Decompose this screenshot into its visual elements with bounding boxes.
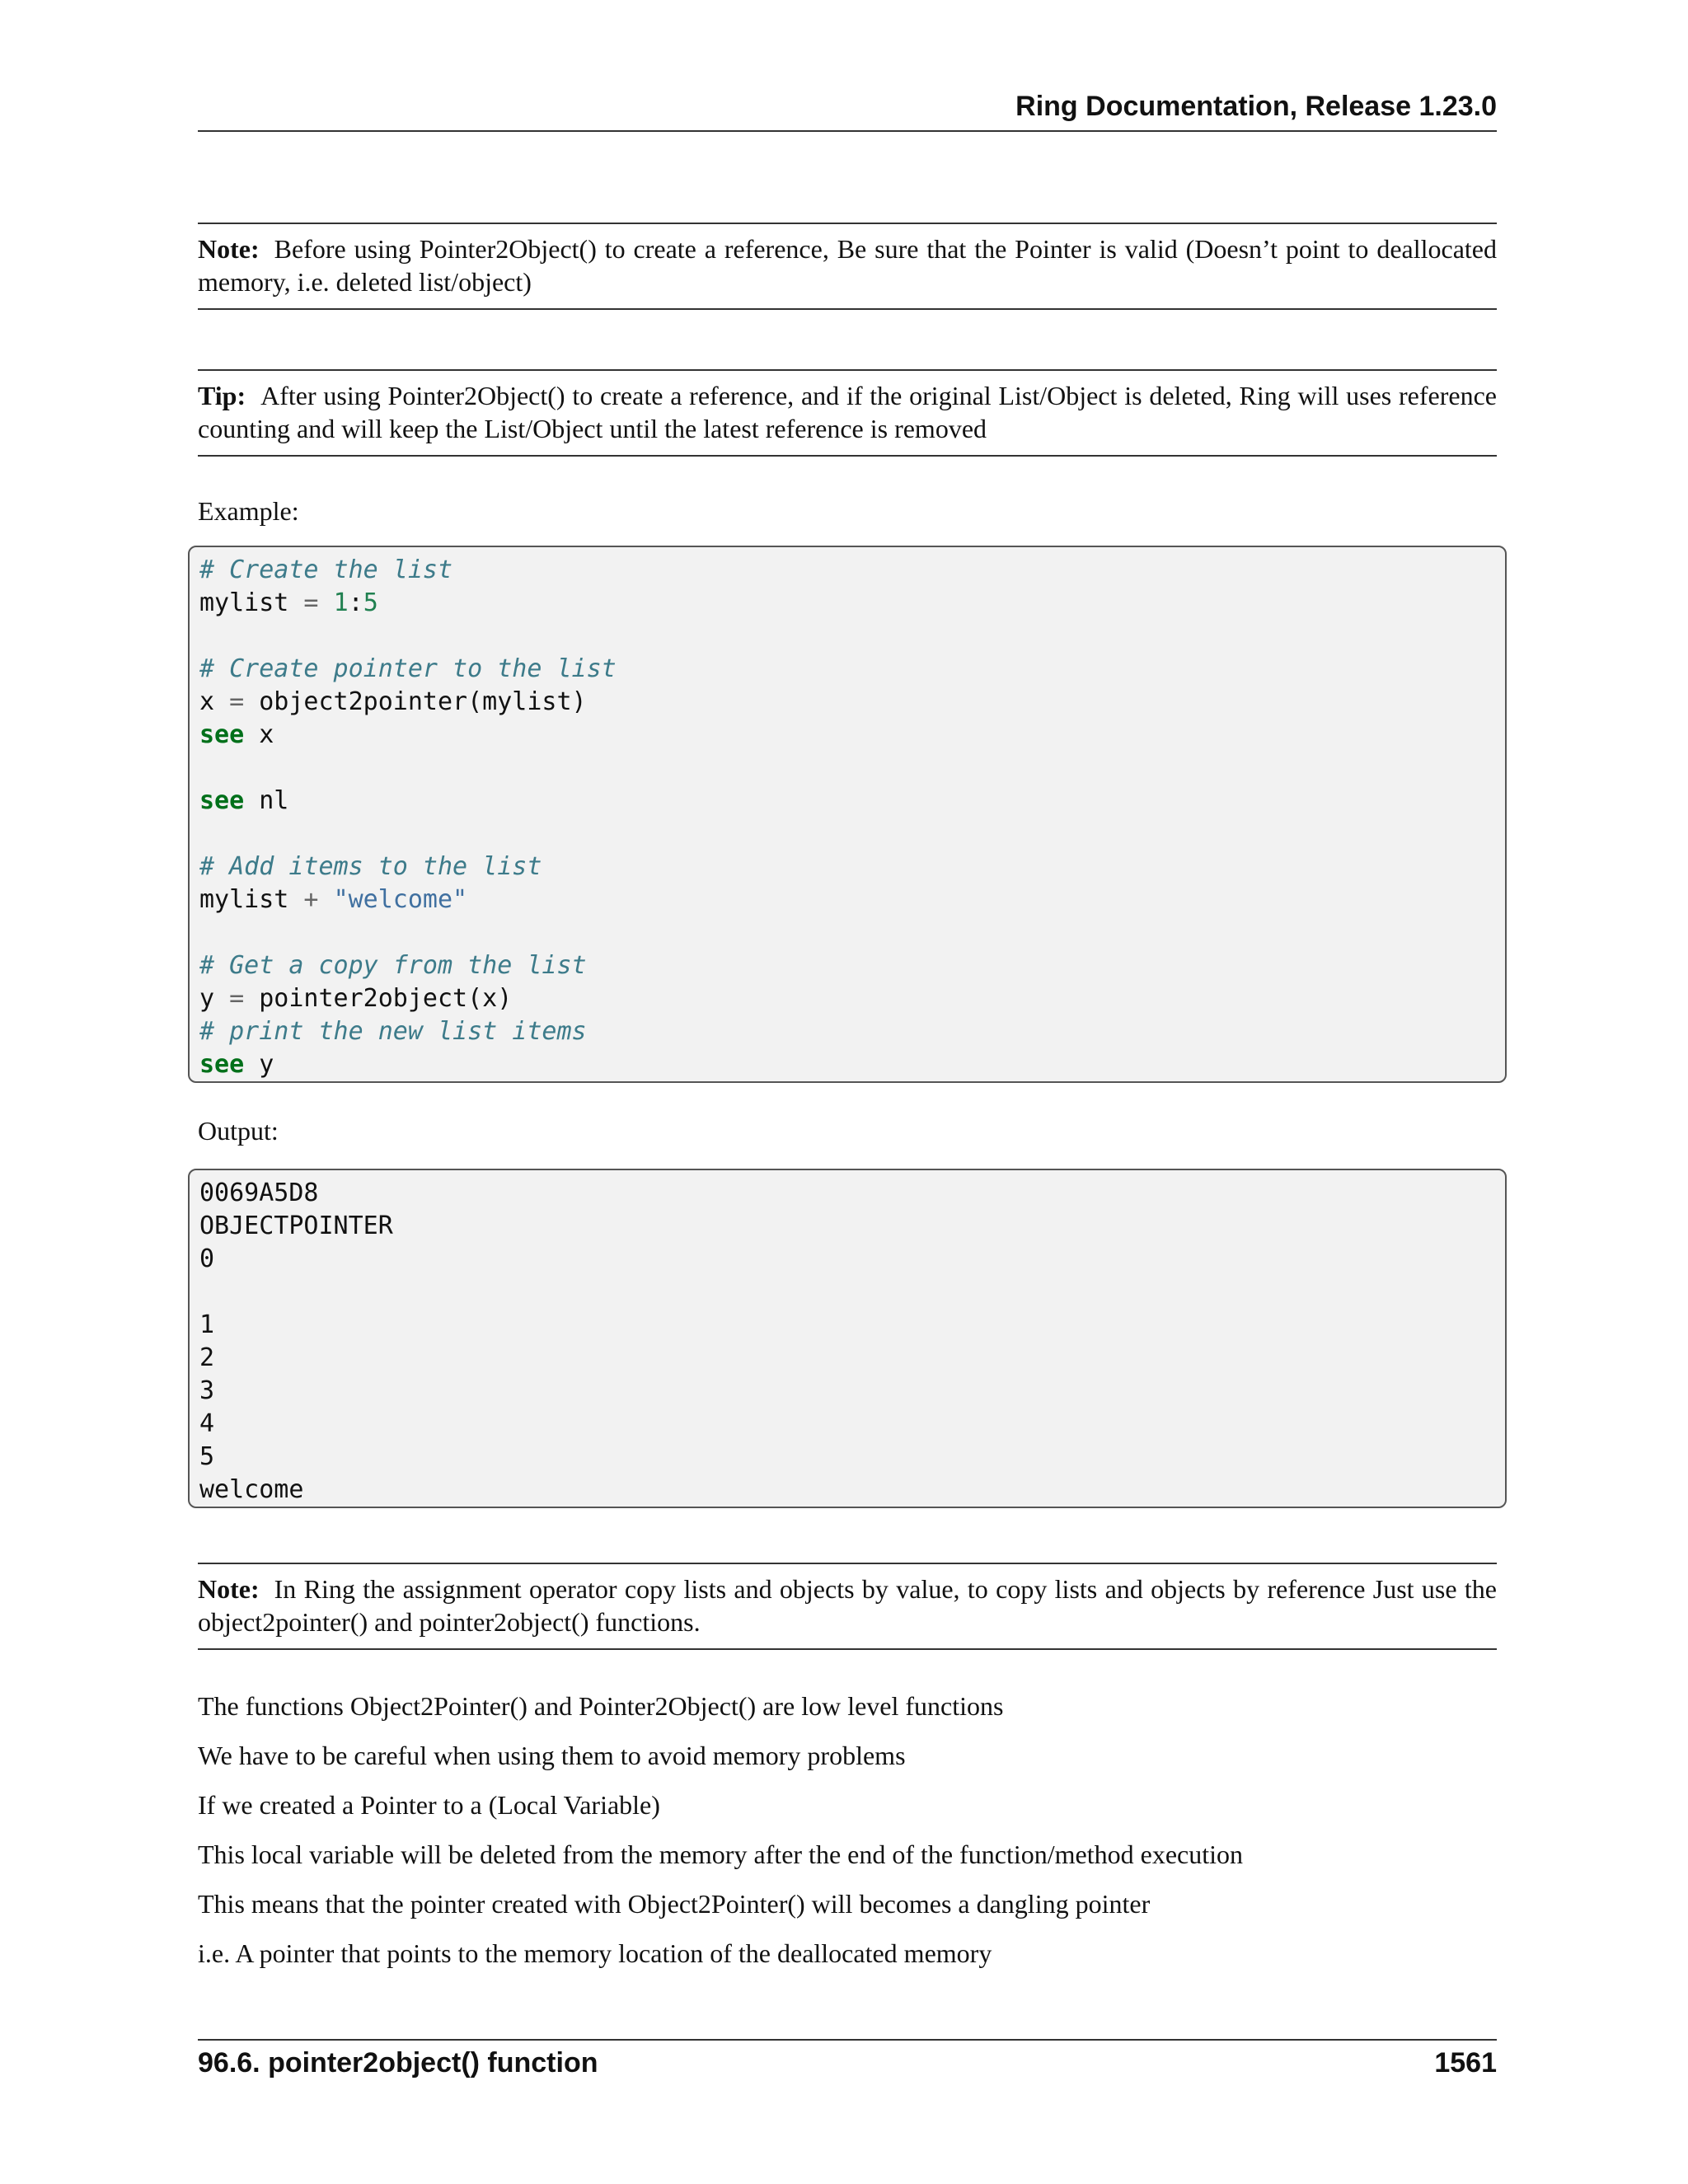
output-label: Output: — [198, 1116, 279, 1146]
code-comment: # Add items to the list — [199, 852, 542, 881]
note-box — [198, 223, 1497, 310]
note-text: Before using Pointer2Object() to create a reference, Be sure that the Pointer is valid (Doesn’t point to deallocated memory, i.e. deleted list/object) — [198, 234, 1497, 297]
code-line — [199, 587, 1505, 620]
footer-divider — [198, 2039, 1497, 2041]
code-line — [199, 686, 1505, 719]
body-paragraph: This local variable will be deleted from the memory after the end of the function/method execution — [198, 1840, 1243, 1869]
output-line: 0 — [199, 1244, 215, 1273]
code-keyword: see — [199, 786, 245, 815]
code-line-blank — [199, 818, 1505, 851]
running-header: Ring Documentation, Release 1.23.0 — [1015, 91, 1497, 122]
output-line: OBJECTPOINTER — [199, 1212, 393, 1240]
output-block — [188, 1169, 1507, 1508]
output-line: 2 — [199, 1343, 215, 1372]
code-line — [199, 982, 1505, 1015]
code-block — [188, 546, 1507, 1083]
code-line — [199, 719, 1505, 752]
code-call: object2pointer(mylist) — [259, 687, 587, 716]
body-paragraph: We have to be careful when using them to avoid memory problems — [198, 1741, 906, 1770]
code-identifier: mylist — [199, 885, 289, 914]
code-line-blank — [199, 620, 1505, 653]
note-label: Note: — [198, 234, 260, 264]
output-line: 1 — [199, 1310, 215, 1339]
output-line — [199, 1276, 1505, 1309]
tip-label: Tip: — [198, 381, 246, 410]
code-line — [199, 949, 1505, 982]
code-operator: + — [288, 885, 334, 914]
code-keyword: see — [199, 1050, 245, 1079]
body-paragraph: This means that the pointer created with Object2Pointer() will becomes a dangling pointer — [198, 1889, 1151, 1919]
footer-page-number: 1561 — [1434, 2047, 1497, 2079]
code-line — [199, 554, 1505, 587]
code-number: 1 — [333, 588, 349, 617]
output-line: welcome — [199, 1475, 304, 1504]
note-box — [198, 1563, 1497, 1650]
code-line-blank — [199, 752, 1505, 785]
code-identifier: x — [199, 687, 215, 716]
code-identifier: mylist — [199, 588, 289, 617]
code-line — [199, 883, 1505, 916]
code-keyword: see — [199, 720, 245, 749]
code-identifier: y — [244, 1050, 274, 1079]
code-comment: # Create pointer to the list — [199, 654, 617, 683]
output-line: 3 — [199, 1376, 215, 1405]
tip-box — [198, 369, 1497, 457]
code-line-blank — [199, 916, 1505, 949]
example-label: Example: — [198, 496, 299, 526]
code-identifier: x — [244, 720, 274, 749]
code-operator: = — [214, 984, 260, 1013]
output-line: 0069A5D8 — [199, 1179, 319, 1207]
output-line: 4 — [199, 1409, 215, 1438]
body-paragraph: The functions Object2Pointer() and Pointer2Object() are low level functions — [198, 1691, 1004, 1721]
body-paragraph: If we created a Pointer to a (Local Variable) — [198, 1790, 660, 1820]
code-number: 5 — [363, 588, 378, 617]
body-paragraph: i.e. A pointer that points to the memory location of the deallocated memory — [198, 1938, 992, 1968]
code-call: pointer2object(x) — [259, 984, 513, 1013]
note-text: In Ring the assignment operator copy lists and objects by value, to copy lists and objects by reference Just use the object2pointer() and pointer2object() functions. — [198, 1574, 1497, 1637]
footer-section-title: 96.6. pointer2object() function — [198, 2047, 598, 2079]
code-comment: # Create the list — [199, 555, 453, 584]
tip-text: After using Pointer2Object() to create a reference, and if the original List/Object is deleted, Ring will uses reference counting and will keep the List/Object until the latest reference is removed — [198, 381, 1497, 443]
code-operator: = — [288, 588, 334, 617]
output-line: 5 — [199, 1442, 215, 1471]
code-punctuation: : — [348, 588, 363, 617]
code-string: "welcome" — [333, 885, 468, 914]
code-line — [199, 653, 1505, 686]
code-identifier: y — [199, 984, 215, 1013]
code-line — [199, 1015, 1505, 1048]
code-line — [199, 1048, 1505, 1081]
code-line — [199, 851, 1505, 883]
code-comment: # print the new list items — [199, 1017, 587, 1046]
code-comment: # Get a copy from the list — [199, 951, 587, 980]
code-identifier: nl — [244, 786, 289, 815]
code-line — [199, 785, 1505, 818]
header-divider — [198, 130, 1497, 132]
code-operator: = — [214, 687, 260, 716]
note-label: Note: — [198, 1574, 260, 1604]
